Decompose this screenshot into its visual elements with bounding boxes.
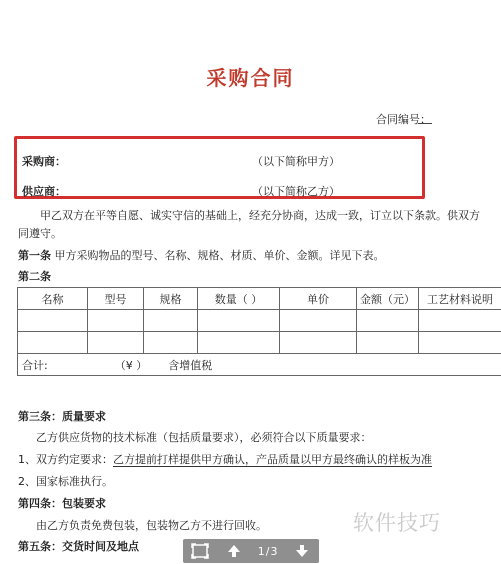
table-header-cell: 规格 (144, 288, 198, 310)
item-1-text: 乙方提前打样提供甲方确认，产品质量以甲方最终确认的样板为准 (113, 453, 432, 466)
table-cell (144, 332, 198, 354)
item-1-prefix: 1、双方约定要求： (18, 453, 113, 466)
table-row (18, 310, 501, 332)
article-1 (18, 248, 385, 264)
table-cell (357, 310, 419, 332)
supplier-label-text: 供应商： (22, 185, 66, 198)
table-cell (18, 332, 88, 354)
article-2-label: 第二条 (18, 270, 51, 283)
document-title: 采购合同 (206, 66, 295, 90)
table-cell (88, 332, 144, 354)
article-4-text: 由乙方负责免费包装，包装物乙方不进行回收。 (36, 519, 267, 532)
table-header-cell: 单价 (280, 288, 357, 310)
page-up-button[interactable] (223, 542, 245, 560)
table-header-cell: 工艺材料说明 (419, 288, 501, 310)
table-header-cell: 金额（元） (357, 288, 419, 310)
table-total-row (18, 354, 501, 376)
intro-line-1: 甲乙双方在平等自愿、诚实守信的基础上，经充分协商，达成一致，订立以下条款。供双方 (40, 209, 480, 222)
article-5-title: 第五条：交货时间及地点 (18, 540, 139, 553)
article-3-item-2: 2、国家标准执行。 (18, 475, 113, 488)
article-3-text: 乙方供应货物的技术标准（包括质量要求），必须符合以下质量要求： (36, 431, 372, 444)
page-down-icon (294, 543, 310, 559)
supplier-label (22, 183, 66, 199)
article-1-label: 第一条 (18, 249, 51, 262)
watermark-text: 软件技巧 (353, 511, 441, 535)
total-label: 合计: (22, 358, 48, 372)
parties-highlight-box (14, 136, 425, 199)
fit-page-icon (191, 543, 209, 559)
article-1-text: 甲方采购物品的型号、名称、规格、材质、单价、金额。详见下表。 (54, 249, 385, 262)
items-table (17, 287, 501, 376)
page-up-icon (226, 543, 242, 559)
table-cell (18, 310, 88, 332)
total-tax-note: 含增值税 (168, 358, 213, 372)
table-cell (357, 332, 419, 354)
buyer-note: （以下简称甲方） (252, 155, 340, 168)
table-header-cell: 名称 (18, 288, 88, 310)
table-cell (198, 310, 280, 332)
table-cell (198, 332, 280, 354)
contract-number-blank (418, 110, 432, 124)
table-row (18, 332, 501, 354)
table-cell (144, 310, 198, 332)
buyer-label-text: 采购商： (22, 155, 66, 168)
article-3-item-1 (18, 452, 432, 468)
article-3-title: 第三条：质量要求 (18, 410, 106, 423)
intro-line-2: 同遵守。 (18, 227, 62, 240)
contract-number-label: 合同编号： (376, 113, 431, 126)
total-value: （¥ ） (114, 358, 148, 372)
page-indicator: 1/3 (257, 544, 279, 558)
table-cell (419, 310, 501, 332)
fit-page-button[interactable] (189, 542, 211, 560)
table-header-row (18, 288, 501, 310)
table-header-cell: 数量（ ） (198, 288, 280, 310)
page-down-button[interactable] (291, 542, 313, 560)
table-cell (419, 332, 501, 354)
table-header-cell: 型号 (88, 288, 144, 310)
article-4-title: 第四条：包装要求 (18, 497, 106, 510)
viewer-toolbar (183, 539, 319, 563)
table-cell (280, 310, 357, 332)
table-cell (280, 332, 357, 354)
table-total-cell (18, 354, 501, 376)
buyer-label (22, 153, 66, 169)
table-cell (88, 310, 144, 332)
supplier-note: （以下简称乙方） (252, 185, 340, 198)
